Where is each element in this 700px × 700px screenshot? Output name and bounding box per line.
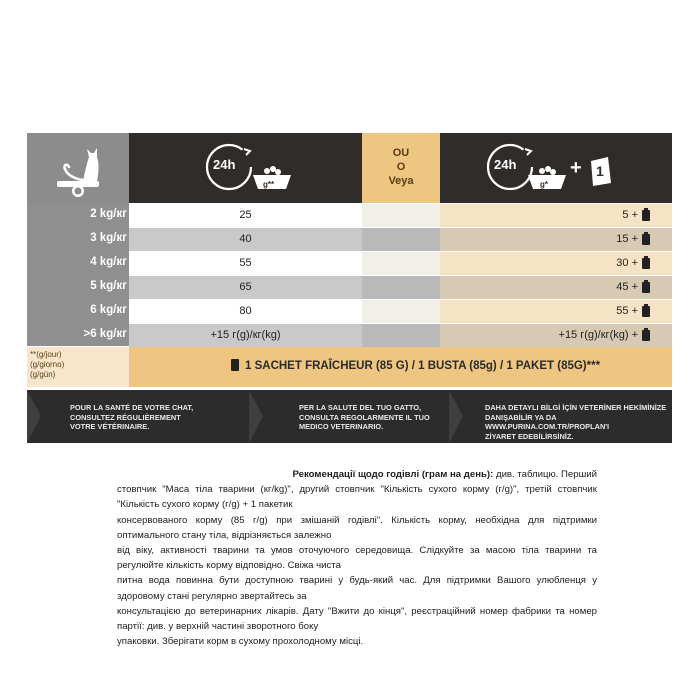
weight-label: 4 kg/кг: [90, 256, 127, 268]
dry-amount: +15 г(g)/кг(kg): [210, 329, 281, 341]
chevron-divider: [249, 390, 263, 443]
instructions-first-line: [117, 467, 597, 482]
banner-text-fr: [70, 403, 193, 432]
mixed-food-header: [440, 133, 672, 203]
wet-amount: 15 +: [616, 233, 638, 245]
dry-24h-label: 24h: [213, 157, 236, 172]
wet-amount: 55 +: [616, 305, 638, 317]
instructions-heading: Рекомендації щодо годівлі (грам на день):: [292, 469, 494, 480]
sachet-icon: [642, 234, 650, 245]
unit-note-tr: (g/gün): [30, 370, 56, 379]
wet-amount: +15 г(g)/кг(kg) +: [558, 329, 638, 341]
sachet-icon: [642, 330, 650, 341]
or-word-tr: Veya: [388, 175, 414, 187]
banner-line: CONSULTA REGOLARMENTE IL TUO: [299, 412, 430, 422]
instructions-line: див. таблицю. Перший: [495, 469, 597, 480]
sachet-count: 1: [596, 163, 604, 179]
sachet-icon: [642, 282, 650, 293]
weight-label: 5 kg/кг: [90, 280, 127, 292]
or-word-it: O: [396, 161, 406, 173]
sachet-icon: [231, 359, 239, 371]
chevron-divider: [27, 390, 41, 443]
banner-line: VOTRE VÉTÉRINAIRE.: [70, 422, 150, 431]
instructions-line: від віку, активності тварини та умов оточуючого середовища. Слідкуйте за масою тіла тварини та регулюйте кількість корму відповідно. Свіжа чиста: [117, 545, 597, 572]
dry-food-header: [129, 133, 362, 203]
feeding-instructions-uk: [117, 467, 597, 649]
weight-label: >6 kg/кг: [83, 328, 127, 340]
or-word-fr: OU: [392, 147, 410, 159]
sachet-size-text: 1 SACHET FRAÎCHEUR (85 G) / 1 BUSTA (85g) / 1 PAKET (85G)***: [245, 360, 601, 372]
weight-label: 3 kg/кг: [90, 232, 127, 244]
banner-text-it: [299, 403, 430, 432]
banner-line: ZİYARET EDEBİLİRSİNİZ.: [485, 431, 574, 441]
unit-note-fr: **(g/jour): [30, 350, 62, 359]
instructions-line: консервованого корму (85 г/g) при змішаній годівлі". Кількість корму, необхідна для підтримки оптимального стану тіла, відрізняється залежно: [117, 514, 597, 541]
banner-line: MEDICO VETERINARIO.: [299, 422, 384, 431]
wet-amount: 30 +: [616, 257, 638, 269]
wet-amount: 45 +: [616, 281, 638, 293]
wet-unit-label: g*: [540, 180, 548, 189]
wet-24h-label: 24h: [494, 157, 517, 172]
banner-line: DANIŞABİLİR YA DA WWW.PURINA.COM.TR/PROPLAN'I: [485, 412, 610, 431]
sachet-icon: [642, 210, 650, 221]
vet-advice-banner: [27, 390, 672, 443]
cat-on-scale-icon: [27, 133, 129, 203]
sachet-icon: [642, 306, 650, 317]
instructions-line: консультацією до ветеринарних лікарів. Дату "Вжити до кінця", реєстраційний номер фабрики та номер партії: див. у верхній частині зворотного боку: [117, 605, 597, 633]
banner-line: DAHA DETAYLI BİLGİ İÇİN VETERİNER HEKİMİNİZE: [485, 403, 667, 412]
banner-line: POUR LA SANTÉ DE VOTRE CHAT,: [70, 403, 194, 412]
wet-amount: 5 +: [622, 209, 638, 221]
dry-amount: 40: [239, 233, 252, 245]
dry-amount: 65: [239, 281, 252, 293]
plus-sign: +: [570, 157, 582, 179]
instructions-line: питна вода повинна бути доступною тварині у будь-який час. Для підтримки Вашого улюбленця у здоровому стані регулярно звертайтесь за: [117, 575, 597, 602]
instructions-line: стовпчик "Маса тіла тварини (кг/kg)", другий стовпчик "Кількість сухого корму (г/g)", третій стовпчик "Кількість сухого корму (г/g) + 1 пакетик: [117, 484, 597, 511]
dry-amount: 80: [239, 305, 252, 317]
unit-note-it: (g/giorno): [30, 360, 65, 369]
dry-amount: 25: [239, 209, 252, 221]
cat-scale-header: [27, 133, 129, 203]
chevron-divider: [449, 390, 463, 443]
instructions-line: упаковки. Зберігати корм в сухому прохолодному місці.: [117, 636, 364, 648]
dry-amount: 55: [239, 257, 252, 269]
dry-unit-label: g**: [263, 180, 275, 189]
banner-line: PER LA SALUTE DEL TUO GATTO,: [299, 403, 422, 412]
weight-label: 6 kg/кг: [90, 304, 127, 316]
sachet-icon: [642, 258, 650, 269]
weight-label: 2 kg/кг: [90, 208, 127, 220]
banner-text-tr: [485, 403, 672, 441]
banner-line: CONSULTEZ RÉGULIÈREMENT: [70, 412, 181, 422]
